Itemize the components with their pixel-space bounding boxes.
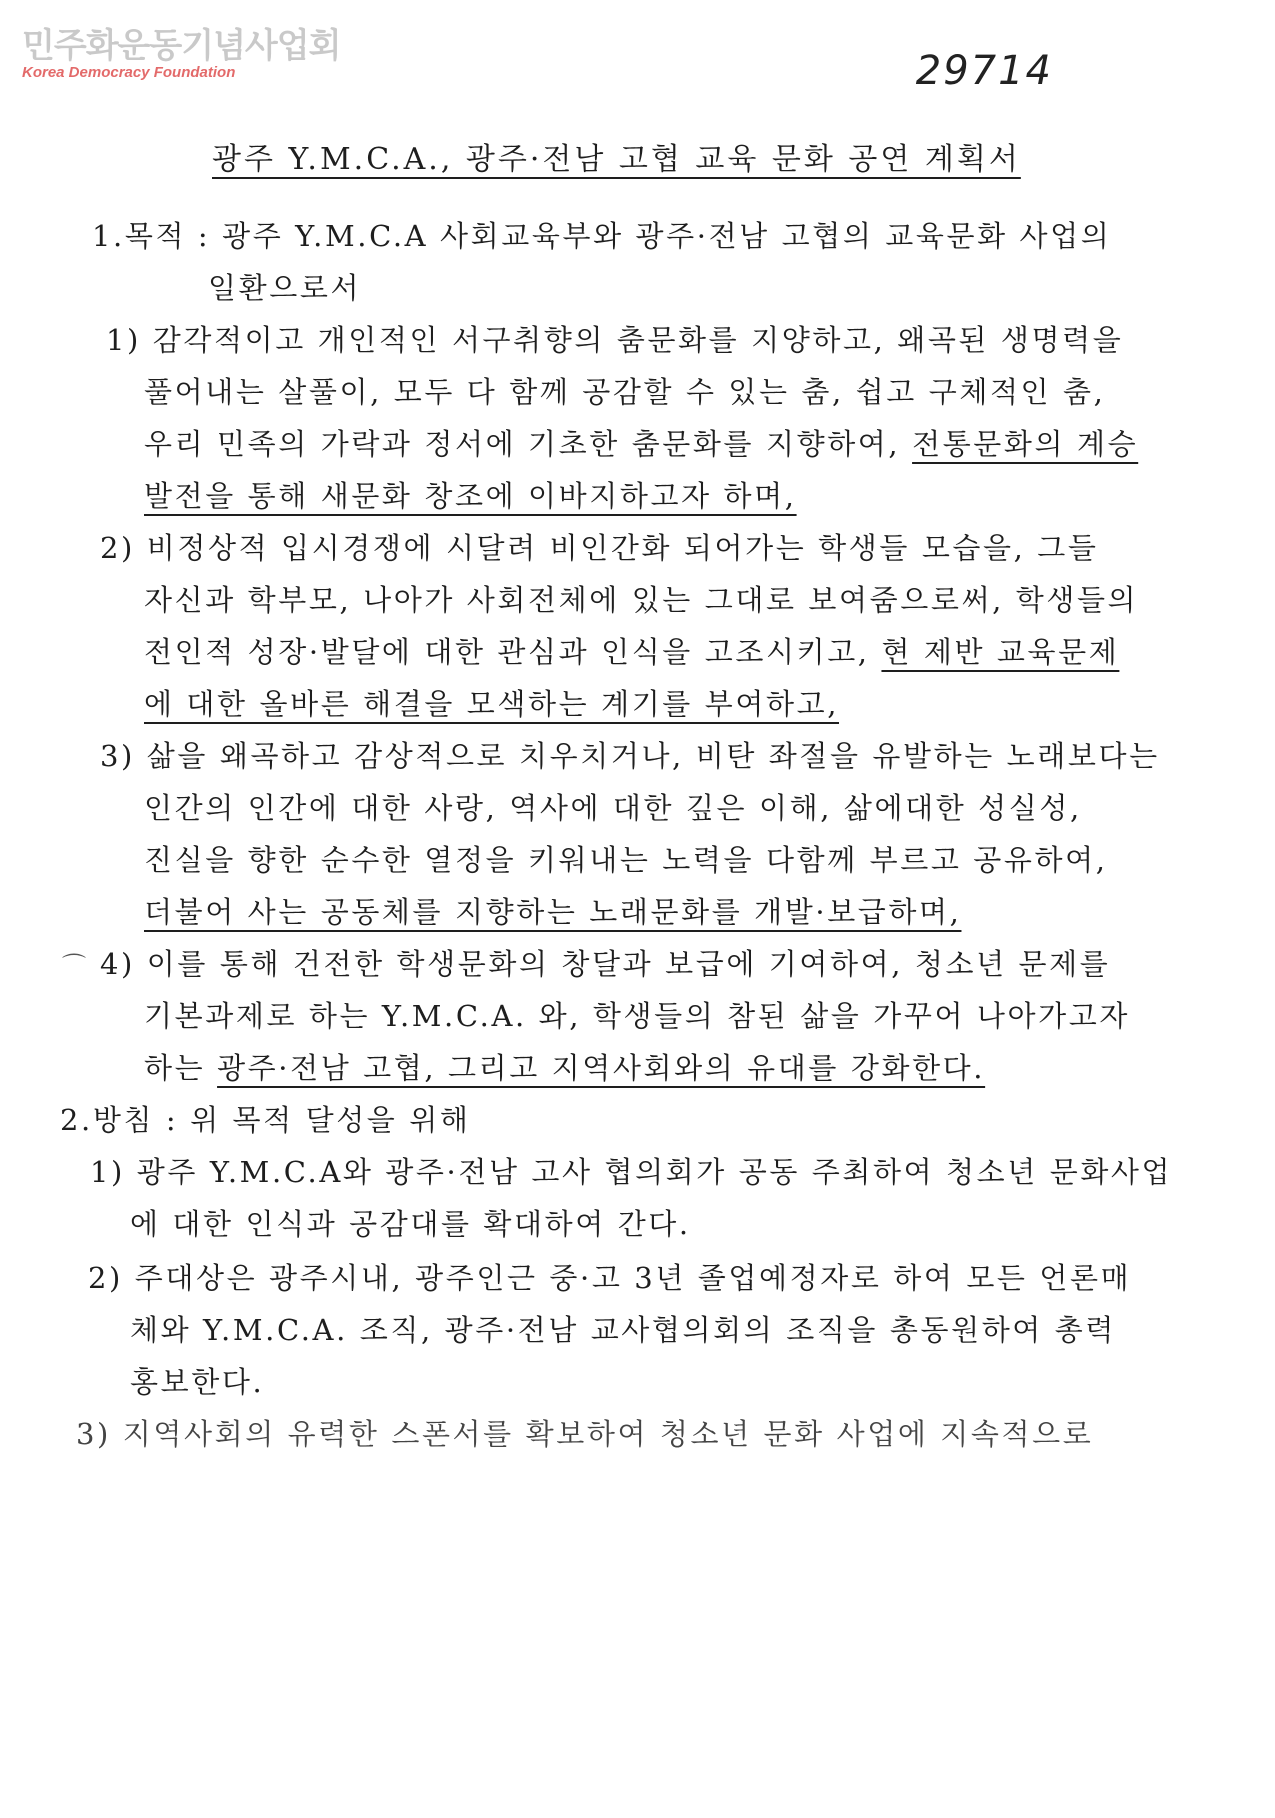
purpose-item-2-line-2: 자신과 학부모, 나아가 사회전체에 있는 그대로 보여줌으로써, 학생들의 — [144, 583, 1139, 617]
purpose-item-3-line-1: 3) 삶을 왜곡하고 감상적으로 치우치거나, 비탄 좌절을 유발하는 노래보다는 — [100, 739, 1160, 773]
purpose-heading-continued: 일환으로서 — [208, 271, 362, 305]
purpose-item-1-line-2: 풀어내는 살풀이, 모두 다 함께 공감할 수 있는 춤, 쉽고 구체적인 춤, — [144, 375, 1106, 409]
purpose-item-4-line-1: 4) 이를 통해 건전한 학생문화의 창달과 보급에 기여하여, 청소년 문제를 — [100, 947, 1111, 981]
policy-item-2-line-3: 홍보한다. — [130, 1365, 265, 1399]
purpose-item-3-line-4: 더불어 사는 공동체를 지향하는 노래문화를 개발·보급하며, — [144, 895, 962, 929]
policy-item-1-line-1: 1) 광주 Y.M.C.A와 광주·전남 고사 협의회가 공동 주최하여 청소년 문화사업 — [90, 1155, 1173, 1189]
document-number: 29714 — [915, 48, 1053, 94]
purpose-item-3-line-2: 인간의 인간에 대한 사랑, 역사에 대한 깊은 이해, 삶에대한 성실성, — [144, 791, 1082, 825]
purpose-item-2-line-1: 2) 비정상적 입시경쟁에 시달려 비인간화 되어가는 학생들 모습을, 그들 — [100, 531, 1099, 565]
policy-item-1-line-2: 에 대한 인식과 공감대를 확대하여 간다. — [130, 1207, 691, 1241]
purpose-item-4-line-3: 하는 광주·전남 고협, 그리고 지역사회와의 유대를 강화한다. — [144, 1051, 986, 1085]
underlined-phrase: 전통문화의 계승 — [912, 427, 1139, 461]
policy-item-2-line-1: 2) 주대상은 광주시내, 광주인근 중·고 3년 졸업예정자로 하여 모든 언론매 — [88, 1261, 1132, 1295]
purpose-item-1-line-3: 우리 민족의 가락과 정서에 기초한 춤문화를 지향하여, 전통문화의 계승 — [144, 427, 1139, 461]
underlined-phrase: 광주·전남 고협, 그리고 지역사회와의 유대를 강화한다. — [217, 1051, 986, 1085]
underlined-phrase: 현 제반 교육문제 — [881, 635, 1120, 669]
foundation-logo-korean: 민주화운동기념사업회 — [22, 26, 341, 66]
margin-tick-mark: ⌒ — [62, 952, 86, 980]
policy-heading: 2.방침 : 위 목적 달성을 위해 — [60, 1103, 471, 1137]
foundation-logo-english: Korea Democracy Foundation — [22, 64, 236, 81]
purpose-item-1-line-1: 1) 감각적이고 개인적인 서구취향의 춤문화를 지양하고, 왜곡된 생명력을 — [106, 323, 1124, 357]
purpose-item-2-line-3: 전인적 성장·발달에 대한 관심과 인식을 고조시키고, 현 제반 교육문제 — [144, 635, 1120, 669]
document-title: 광주 Y.M.C.A., 광주·전남 고협 교육 문화 공연 계획서 — [212, 142, 1021, 177]
purpose-item-1-line-4: 발전을 통해 새문화 창조에 이바지하고자 하며, — [144, 479, 797, 513]
purpose-item-2-line-4: 에 대한 올바른 해결을 모색하는 계기를 부여하고, — [144, 687, 840, 721]
purpose-item-4-line-2: 기본과제로 하는 Y.M.C.A. 와, 학생들의 참된 삶을 가꾸어 나아가고자 — [144, 999, 1130, 1033]
policy-item-2-line-2: 체와 Y.M.C.A. 조직, 광주·전남 교사협의회의 조직을 총동원하여 총력 — [130, 1313, 1116, 1347]
policy-item-3-line-1: 3) 지역사회의 유력한 스폰서를 확보하여 청소년 문화 사업에 지속적으로 — [76, 1417, 1094, 1451]
purpose-item-3-line-3: 진실을 향한 순수한 열정을 키워내는 노력을 다함께 부르고 공유하여, — [144, 843, 1108, 877]
purpose-heading: 1.목적 : 광주 Y.M.C.A 사회교육부와 광주·전남 고협의 교육문화 사업의 — [92, 219, 1112, 253]
